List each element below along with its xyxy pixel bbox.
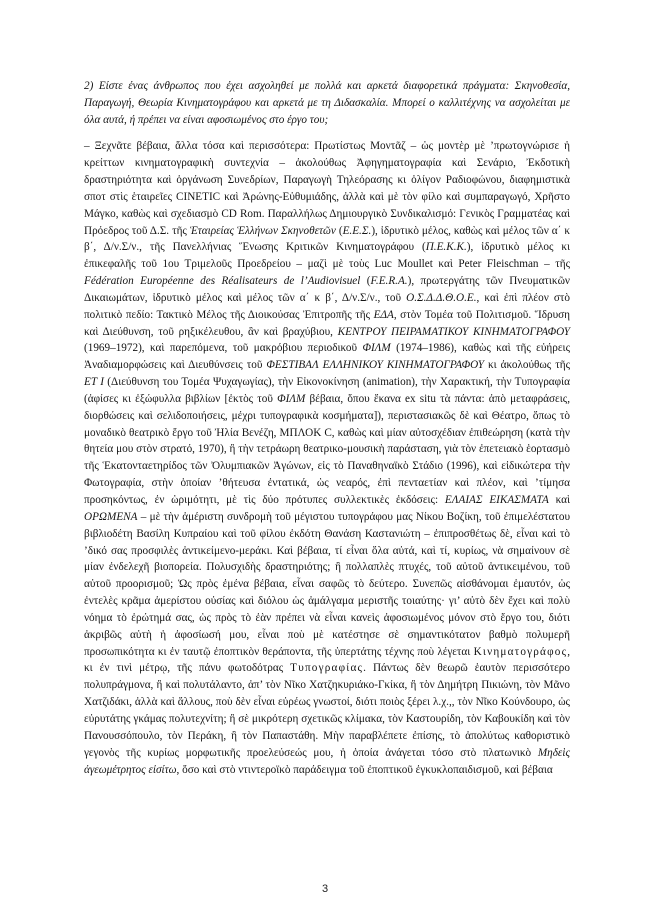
answer-text-run: Κινηματογράφος bbox=[473, 645, 568, 658]
answer-text-run: ), ἱδρυτικὸ μέλος κι ἐπικεφαλῆς τοῦ 1ου Τριμελοῦς Προεδρείου – μαζὶ μὲ τοὺς Luc Moullet καὶ Peter Fleischman – τῆς bbox=[84, 241, 570, 271]
answer-text-run: , κι ἐν τινὶ μέτρῳ, τῆς πάνυ φωτοδότρας bbox=[84, 645, 570, 675]
answer-text-run: . Πάντως δὲν θεωρῶ ἑαυτὸν περισσότερο πολυπράγμονα, ἢ καὶ πολυτάλαντο, ἀπ’ τὸν Νῖκο Χατζηκυριάκο-Γκίκα, ἢ τὸν Δημήτρη Πικιώνη, τὸν Μᾶνο Χατζιδάκι, ἀλλὰ καὶ ἄλλους, ποὺ δὲν εἶναι εὐρέως γνωστοί, διότι ποιὸς ξέρει λ.χ.,, τὸν Νῖκο Κούνδουρο, ὡς εὐρυτάτης γκάμας πολυτεχνίτη; ἢ σὲ μικρότερη σχετικῶς κλίμακα, τὸν Καστουρίδη, τὸν Καβουκίδη καὶ τὸν Πανουσσόπουλο, τὸν Περάκη, ἢ τὸν Παπαστάθη. Μὴν παραβλέπετε ἐπίσης, τὸ ἀπολύτως καθοριστικὸ γεγονὸς τῆς κυρίως μορφωτικῆς προελεύσεώς μου, ἡ ὁποία ἀνάγεται τόσο στὸ πλατωνικὸ bbox=[84, 662, 570, 759]
answer-italic-run: ΕΛΑΙΑΣ ΕΙΚΑΣΜΑΤΑ bbox=[444, 494, 549, 506]
answer-italic-run: ΦΙΛΜ bbox=[362, 342, 391, 355]
answer-text-run: , ὅσο καὶ στὸ ντιντεροϊκὸ παράδειγμα τοῦ ἐποπτικοῦ ἐγκυκλοπαιδισμοῦ, καὶ βέβαια bbox=[176, 763, 553, 776]
answer-italic-run: Μηδεὶς ἀγεωμέτρητος εἰσίτω bbox=[84, 746, 570, 776]
answer-text-run: – μὲ τὴν ἀμέριστη συνδρομὴ τοῦ μέγιστου τυπογράφου μας Νίκου Βοζίκη, τοῦ ἐπιμελέστατου βιβλιοδέτη Βασίλη Κυπραίου καὶ τοῦ φίλου ἐκδότη Θανάση Καστανιώτη – ἐπιπροσθέτως δὲ, εἶναι καὶ τὸ ’δικό σας προσφιλὲς ἀντικείμενο-μεράκι. Καὶ βέβαια, τί εἶναι ὅλα αὐτά, καὶ τί, κυρίως, νὰ σημαίνουν σὲ μίαν ἐνδελεχῆ βιοπορεία. Πολυσχιδὴς δραστηριότης; ἢ πολλαπλὲς πτυχές, τοῦ αὐτοῦ ἀντικειμένου, τοῦ αὐτοῦ προορισμοῦ; Ὡς πρὸς ἐμένα βέβαια, εἶναι σαφῶς τὸ δεύτερο. Συνεπῶς αἰσθάνομαι ἐμαυτόν, ὡς ἐντελὲς κρᾶμα ἀμερίστου οὐσίας καὶ διόλου ὡς ἀμάλγαμα μεριστῆς τοιαύτης· γι’ αὐτὸ δὲν ἔχει καὶ πολὺ νόημα τὸ ἐρώτημά σας, ὡς πρὸς τὸ ἐὰν πρέπει νὰ εἶναι κανεὶς ἀφοσιωμένος μόνον στὸ ἔργο του, διότι ἀκριβῶς αὐτὴ ἡ ἀφοσίωσή μου, εἶναι ποὺ μὲ κατέστησε σὲ σημαντικότατον βαθμὸ πολυμερῆ προσωπικότητα κι ἐν ταυτῷ ἐποπτικὸν θεράποντα, τῆς ὑπερτάτης τέχνης ποὺ λέγεται bbox=[84, 510, 570, 658]
answer-italic-run: ΟΡΩΜΕΝΑ bbox=[84, 510, 138, 523]
answer-text-run: ), πρωτεργάτης τῶν Πνευματικῶν Δικαιωμάτων, ἱδρυτικὸ μέλος καὶ μέλος τῶν α΄ κ β΄, Δ/ν.Σ/ν., τοῦ bbox=[84, 275, 570, 304]
answer-text-run: καὶ bbox=[548, 494, 571, 506]
answer-italic-run: Fédération Européenne des Réalisateurs de l’Audiovisuel bbox=[84, 275, 361, 288]
answer-text-run: , στὸν Τομέα τοῦ Πολιτισμοῦ. Ἵδρυση καὶ Διεύθυνση, τοῦ ρηξικέλευθου, ἂν καὶ βραχύβιου, bbox=[84, 308, 570, 338]
answer-text-run: ( bbox=[335, 224, 343, 237]
answer-italic-run: F.E.R.A. bbox=[370, 275, 408, 288]
answer-italic-run: ΦΙΛΜ bbox=[277, 392, 306, 405]
answer-italic-run: Π.Ε.Κ.Κ. bbox=[425, 241, 467, 254]
answer-text-run: , καὶ ἐπὶ πλέον στὸ πολιτικὸ πεδίο: Τακτικὸ Μέλος τῆς Διοικούσας Ἐπιτροπῆς τῆς bbox=[84, 291, 570, 321]
answer-italic-run: Ἑταιρείας Ἑλλήνων Σκηνοθετῶν bbox=[189, 224, 336, 237]
answer-italic-run: ΕΤ Ι bbox=[84, 376, 104, 389]
answer-text-run: κι ἀκολούθως τῆς bbox=[483, 359, 571, 372]
answer-text-run: – Ξεχνᾶτε βέβαια, ἄλλα τόσα καὶ περισσότερα: Πρωτίστως Μοντᾶζ – ὡς μοντὲρ μὲ ’πρωτογνώρισε ἡ κρείττων κινηματογραφικὴ συντεχνία – ἀκολούθως Ἀφηγηματογραφία καὶ Σενάριο, Ἐκδοτικὴ δραστηριότητα καὶ ὀργάνωση Συνεδρίων, Παραγωγὴ Τηλεόρασης κι ὀλίγον Ραδιοφώνου, διαφημιστικὰ σποτ στὶς ἑταιρεῖες CINETIC καὶ Ἀρώνης-Εὐθυμιάδης, ἀλλὰ καὶ μὲ τὸν φίλο καὶ συμπαραγωγό, Χρῆστο Μάγκο, καθὼς καὶ σχεδιασμὸ CD Rom. Παραλλήλως Δημιουργικὸ Συνδικαλισμό: Γενικὸς Γραμματέας καὶ Πρόεδρος τοῦ Δ.Σ. τῆς bbox=[84, 140, 570, 237]
answer-italic-run: ΦΕΣΤΙΒΑΛ ΕΛΛΗΝΙΚΟΥ ΚΙΝΗΜΑΤΟΓΡΑΦΟΥ bbox=[266, 359, 484, 372]
answer-italic-run: Ε.Ε.Σ. bbox=[342, 224, 372, 237]
page-number: 3 bbox=[321, 883, 329, 895]
answer-text-run: ( bbox=[360, 275, 371, 288]
answer-text-run: βέβαια, ὅπου ἔκανα ex situ τὰ πάντα: ἀπὸ μεταφράσεις, διορθώσεις καὶ σελιδοποιήσεις, μέχρι τυπογραφικὰ κοσμήματα]), περιστασιακῶς δὲ καὶ Θέατρο, ὅπως τὸ μοναδικὸ θεατρικὸ ἔργο τοῦ Ἠλία Βενέζη, ΜΠΛΟΚ C, καθὼς καὶ μίαν αὐτοσχέδιαν ἐπιθεώρηση (κατὰ τὴν θητεία μου στὸν στρατό, 1970), ἢ τὴν τετράωρη θεατρικο-μουσικὴ παράσταση, γιὰ τὸν ἐπετειακὸ ἑορτασμὸ τῆς Ἑκατονταετηρίδος τῶν Ὀλυμπιακῶν Ἀγώνων, εἰς τὸ Παναθηναϊκὸ Στάδιο (1996), καὶ εἰδικώτερα τὴν Φωτογραφία, στὴν ὁποίαν ’θήτευσα ἐντατικά, ὡς νεαρός, ἐπὶ πενταετίαν καὶ πλέον, καὶ ’τίμησα προσηκόντως, ἐν ὡριμότητι, μὲ τὶς δύο πρότυπες συλλεκτικὲς ἐκδόσεις: bbox=[84, 392, 570, 506]
answer-italic-run: ΕΔΑ bbox=[373, 308, 394, 321]
answer-italic-run: ΚΕΝΤΡΟΥ ΠΕΙΡΑΜΑΤΙΚΟΥ ΚΙΝΗΜΑΤΟΓΡΑΦΟΥ bbox=[337, 325, 570, 338]
answer-text-run: ), ἱδρυτικὸ μέλος, καθὼς καὶ μέλος τῶν α΄ κ β΄, Δ/ν.Σ/ν., τῆς Πανελλήνιας Ἕνωσης Κριτικῶν Κινηματογράφου ( bbox=[84, 224, 570, 254]
answer-text-run: Τυπογραφίας bbox=[290, 662, 364, 675]
answer-text-run: (1974–1986), καθὼς καὶ τῆς εὐήρεις Ἀναδιαμορφώσεις καὶ Διευθύνσεις τοῦ bbox=[84, 342, 570, 372]
answer-italic-run: Ο.Σ.Δ.Δ.Θ.Ο.Ε. bbox=[406, 291, 477, 304]
answer-text-run: (1969–1972), καὶ παρεπόμενα, τοῦ μακρόβιου περιοδικοῦ bbox=[84, 342, 363, 355]
interview-answer bbox=[84, 138, 570, 778]
interview-question: 2) Είστε ένας άνθρωπος που έχει ασχοληθεί με πολλά και αρκετά διαφορετικά πράγματα: Σκηνοθεσία, Παραγωγή, Θεωρία Κινηματογράφου και αρκετά με τη Διδασκαλία. Μπορεί ο καλλιτέχνης να ασχολείται με όλα αυτά, ή πρέπει να είναι αφοσιωμένος στο έργο του; bbox=[84, 80, 570, 127]
answer-text-run: (Διεύθυνση του Τομέα Ψυχαγωγίας), τὴν Εἰκονοκίνηση (animation), τὴν Χαρακτική, τὴν Τυπογραφία (ἀφίσες κι ἐξώφυλλα βιβλίων [ἐκτὸς τοῦ bbox=[84, 376, 570, 405]
